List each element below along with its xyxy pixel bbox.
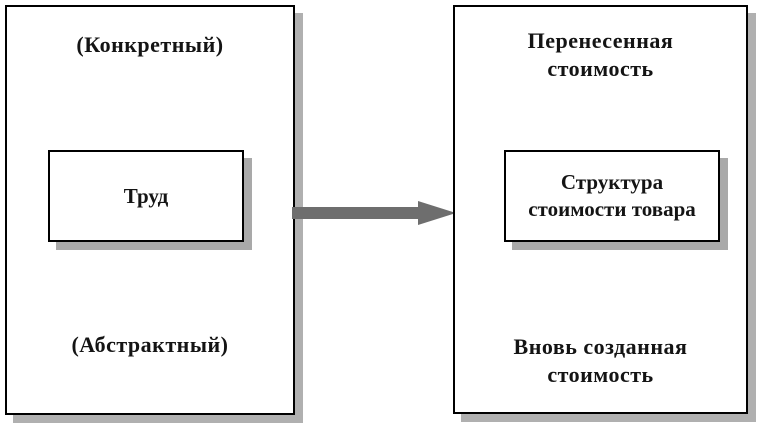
arrow-shaft (292, 207, 420, 219)
arrow-head-icon (418, 201, 456, 225)
flow-arrow (292, 201, 456, 225)
value-panel (453, 5, 748, 414)
concrete-labor-label: (Конкретный) (76, 32, 224, 57)
labor-panel (5, 5, 295, 415)
value-structure-box-label: Структура стоимости товара (528, 170, 696, 221)
abstract-labor-label: (Абстрактный) (71, 332, 229, 357)
value-structure-box (504, 150, 720, 242)
newly-created-value-label: Вновь созданная стоимость (513, 334, 688, 387)
transferred-value-label: Перенесенная стоимость (527, 28, 674, 81)
labor-box (48, 150, 244, 242)
labor-box-label: Труд (123, 183, 169, 208)
